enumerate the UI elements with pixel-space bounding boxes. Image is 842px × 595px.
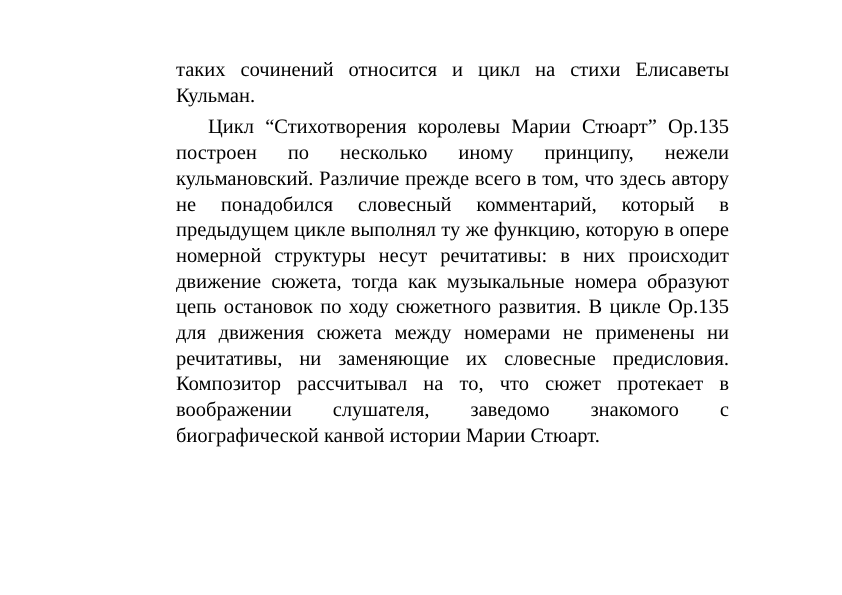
paragraph-mary-stuart-cycle: Цикл “Стихотворения королевы Марии Стюарт” Ор.135 построен по несколько иному принципу, нежели кульмановский. Различие прежде всего в том, что здесь автору не понадобился словесный комментарий, который в предыдущем цикле выполнял ту же функцию, которую в опере номерной структуры несут речитативы: в них происходит движение сюжета, тогда как музыкальные номера образуют цепь остановок по ходу сюжетного развития. В цикле Ор.135 для движения сюжета между номерами не применены ни речитативы, ни заменяющие их словесные предисловия. Композитор рассчитывал на то, что сюжет протекает в воображении слушателя, заведомо знакомого с биографической канвой истории Марии Стюарт.: [176, 116, 729, 447]
body-text: [176, 58, 729, 450]
paragraph-continuation: таких сочинений относится и цикл на стихи Елисаветы Кульман.: [176, 59, 729, 107]
